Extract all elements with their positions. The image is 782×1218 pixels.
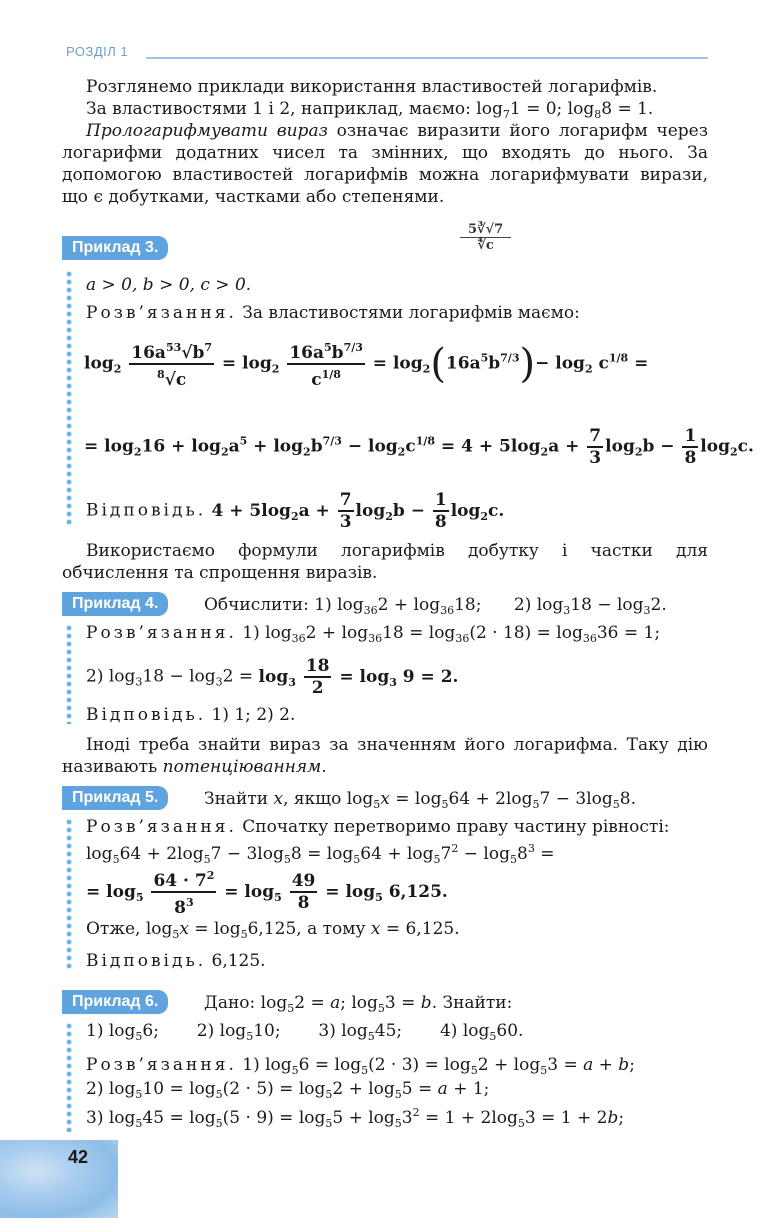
ex5-task: Знайти x, якщо $\log_5x = \log_564 + 2\log_57 - 3\log_58$. [204, 789, 637, 811]
ghost-top: 5∛√7 [460, 222, 511, 238]
header-rule [146, 57, 708, 59]
ex3-answer: Відповідь. $4 + 5\log_2a$ + $\frac{7}{3}$ $\log_2b$ − $\frac{1}{8}$ $\log_2c$. [86, 490, 505, 532]
ex6-solution-2: 2) $\log_510 = \log_5(2 \cdot 5) = \log_52 + \log_55 = a + 1$; [86, 1079, 490, 1101]
example-5-margin-dots [66, 818, 72, 970]
intro-p3-rest: означає виразити його логарифм через логарифми додатних чисел та змінних, що входять до нього. За допомогою властивостей логарифмів можна логарифмувати вирази, що є добутками, частками або степенями. [62, 121, 708, 207]
page-number: 42 [68, 1147, 89, 1167]
intro-p1 [86, 76, 708, 98]
answer-label: Відповідь. [86, 500, 207, 521]
example-6-badge: Приклад 6. [62, 990, 168, 1014]
ex6-solution-3: 3) $\log_545 = \log_5(5 \cdot 9) = \log_55 + \log_53^2 = 1 + 2\log_53 = 1 + 2b$; [86, 1106, 625, 1130]
ex6-solution-1: Розв’язання. 1) $\log_56 = \log_5(2 \cdot 3) = \log_52 + \log_53 = a + b$; [86, 1055, 635, 1077]
ex5-solution-2: $\log_564 + 2\log_57 - 3\log_58 = \log_564 + \log_57^2 - \log_58^3$ = [86, 842, 555, 866]
ex3-formula-2: = $\log_216 + \log_2a^5 + \log_2b^{7/3} - \log_2c^{1/8} = 4 + 5\log_2a$ + $\frac{7}{3}$ $\log_2b$ − $\frac{1}{8}$ $\log_2c$. [84, 426, 754, 468]
solution-label: Розв’язання. [86, 1055, 237, 1075]
ex5-solution-3: = $\log_5$ $\frac{64 \cdot 7^2}{8^3}$ = $\log_5$ $\frac{49}{8}$ = $\log_5 6,125$. [86, 866, 448, 918]
ex5-answer [86, 950, 266, 972]
ex6-items: 1) $\log_56$; 2) $\log_510$; 3) $\log_545$; 4) $\log_560$. [86, 1021, 524, 1043]
answer-text: 6,125. [206, 951, 266, 971]
ex3-formula-1: $\log_2$ $\frac{16a^{53}√b^7}{^8√c}$ = $\log_2$ $\frac{16a^5b^{7/3}}{c^{1/8}}$ = $\log_2(16a^5b^{7/3})- \log_2 c^{1/8}$ = [84, 338, 648, 390]
mid2-term: потенціюванням [162, 757, 322, 777]
example-4-badge: Приклад 4. [62, 592, 168, 616]
ex3-condition: a > 0, b > 0, c > 0. [86, 275, 252, 295]
example-6-margin-dots [66, 1022, 72, 1132]
intro-term: Прологарифмувати вираз [86, 121, 328, 141]
ex3-solution-line [86, 302, 580, 324]
answer-label: Відповідь. [86, 705, 207, 725]
ghost-expression [460, 222, 511, 253]
ex4-answer [86, 704, 295, 726]
solution-text: За властивостями логарифмів маємо: [236, 303, 580, 323]
example-3-badge: Приклад 3. [62, 236, 168, 260]
intro-p2: За властивостями 1 і 2, наприклад, маємо: $\log_71 = 0$; $\log_88 = 1$. [86, 99, 654, 121]
ex5-solution-1 [86, 816, 670, 838]
intro-p3 [62, 120, 708, 208]
page-corner-decoration [0, 1140, 118, 1218]
mid-paragraph-2: Іноді треба знайти вираз за значенням його логарифма. Таку дію називають потенціюванням. [62, 735, 708, 777]
answer-label: Відповідь. [86, 951, 207, 971]
solution-label: Розв’язання. [86, 303, 237, 323]
ex4-solution-1: Розв’язання. 1) $\log_{36}2 + \log_{36}18 = \log_{36}(2 \cdot 18) = \log_{36}36 = 1$; [86, 623, 661, 645]
solution-label: Розв’язання. [86, 817, 237, 837]
mid-paragraph-1 [62, 540, 708, 584]
ex6-task: Дано: $\log_52 = a$; $\log_53 = b$. Знайти: [204, 993, 513, 1015]
answer-text: 1) 1; 2) 2. [206, 705, 296, 725]
example-3-margin-dots [66, 270, 72, 525]
example-4-margin-dots [66, 624, 72, 724]
example-5-badge: Приклад 5. [62, 786, 168, 810]
ex4-solution-2: 2) $\log_318 - \log_32 = \log_3$ $\frac{18}{2}$ = $\log_3 9 = 2$. [86, 656, 459, 698]
mid1-text: Використаємо формули логарифмів добутку і частки для обчислення та спрощення виразів. [62, 541, 708, 583]
ex5-solution-4: Отже, $\log_5x = \log_56,125$, а тому x = 6,125. [86, 919, 460, 941]
intro-p1-text: Розглянемо приклади використання властивостей логарифмів. [86, 77, 658, 97]
solution-text: Спочатку перетворимо праву частину рівності: [236, 817, 670, 837]
section-header: РОЗДІЛ 1 [66, 44, 129, 59]
ghost-bottom: ∜c [477, 238, 494, 253]
ex4-task: Обчислити: 1) $\log_{36}2 + \log_{36}18$; 2) $\log_318 - \log_32$. [204, 595, 667, 617]
mid2-text: Іноді треба знайти вираз за значенням його логарифма. Таку дію називають [62, 735, 708, 777]
solution-label: Розв’язання. [86, 623, 237, 643]
